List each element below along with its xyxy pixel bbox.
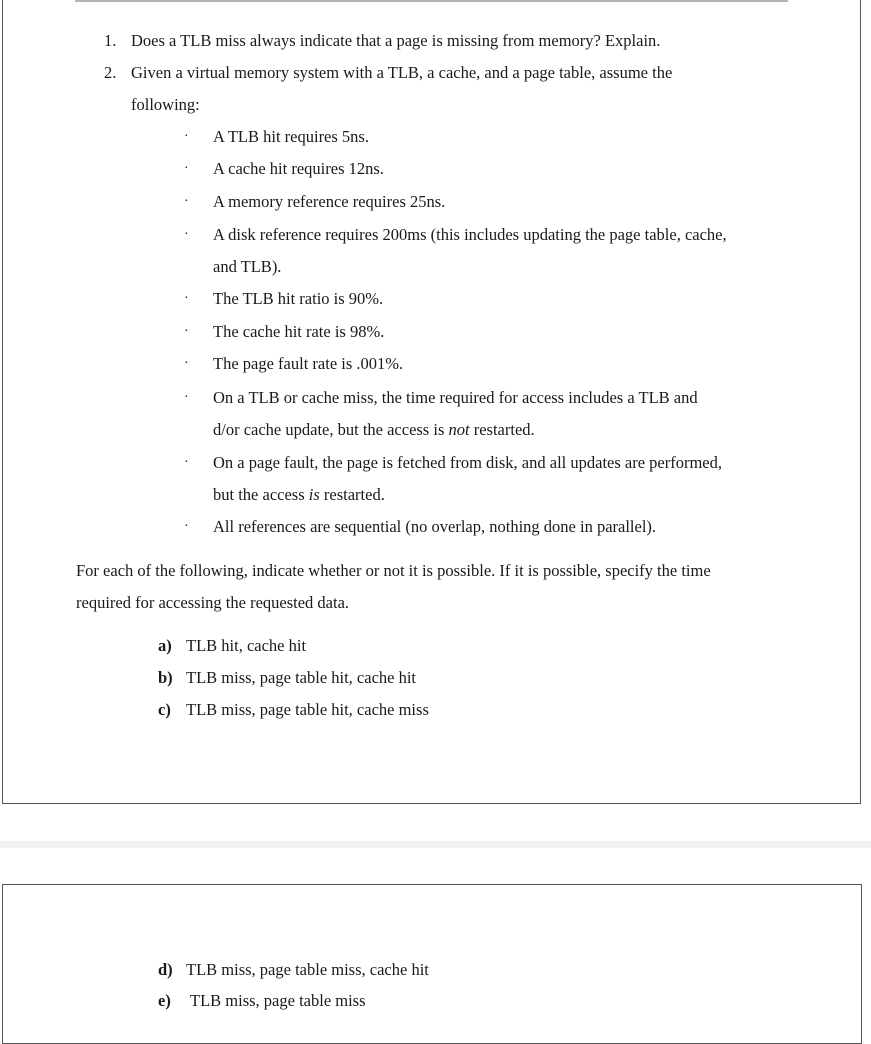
case-a-letter: a) [158,636,172,655]
emphasis-not: not [448,420,470,439]
top-divider [75,0,788,2]
bullet-marker: · [184,194,189,209]
case-e-letter: e) [158,991,171,1010]
assumption-tlb-hit: A TLB hit requires 5ns. [213,127,369,146]
instruction-line-1: For each of the following, indicate whether or not it is possible. If it is possible, specify the time [76,561,711,580]
case-c-text: TLB miss, page table hit, cache miss [186,700,429,719]
assumption-disk-reference-line-1: A disk reference requires 200ms (this includes updating the page table, cache, [213,225,727,244]
case-e-text: TLB miss, page table miss [190,991,366,1010]
case-d-letter: d) [158,960,173,979]
instruction-line-2: required for accessing the requested data. [76,593,350,612]
assumption-page-fault-line-1: On a page fault, the page is fetched from disk, and all updates are performed, [213,453,723,472]
question-2-text-line-1: Given a virtual memory system with a TLB, a cache, and a page table, assume the [131,63,673,82]
bullet-marker: · [184,390,189,405]
question-2-number: 2. [104,63,117,82]
bullet-marker: · [184,161,189,176]
assumption-tlb-cache-miss-line-1: On a TLB or cache miss, the time required for access includes a TLB and [213,388,698,407]
assumption-tlb-cache-miss-line-2: d/or cache update, but the access is not restarted. [213,420,535,439]
assumption-cache-hit: A cache hit requires 12ns. [213,159,384,178]
case-c-letter: c) [158,700,171,719]
bullet-marker: · [184,356,189,371]
bullet-marker: · [184,291,189,306]
assumption-memory-reference: A memory reference requires 25ns. [213,192,446,211]
assumption-page-fault-rate: The page fault rate is .001%. [213,354,404,373]
assumption-sequential-references: All references are sequential (no overlap, nothing done in parallel). [213,517,657,536]
assumption-disk-reference-line-2: and TLB). [213,257,282,276]
page-separator [0,841,871,848]
assumption-tlb-hit-ratio: The TLB hit ratio is 90%. [213,289,384,308]
assumption-page-fault-line-2: but the access is restarted. [213,485,385,504]
question-1-text: Does a TLB miss always indicate that a page is missing from memory? Explain. [131,31,661,50]
question-2-text-line-2: following: [131,95,200,114]
case-d-text: TLB miss, page table miss, cache hit [186,960,429,979]
bullet-marker: · [184,227,189,242]
case-b-text: TLB miss, page table hit, cache hit [186,668,417,687]
assumption-cache-hit-rate: The cache hit rate is 98%. [213,322,385,341]
emphasis-is: is [308,485,320,504]
case-a-text: TLB hit, cache hit [186,636,307,655]
case-b-letter: b) [158,668,173,687]
bullet-marker: · [184,519,189,534]
bullet-marker: · [184,129,189,144]
question-1-number: 1. [104,31,117,50]
bullet-marker: · [184,455,189,470]
page-panel-bottom [2,884,862,1044]
bullet-marker: · [184,324,189,339]
